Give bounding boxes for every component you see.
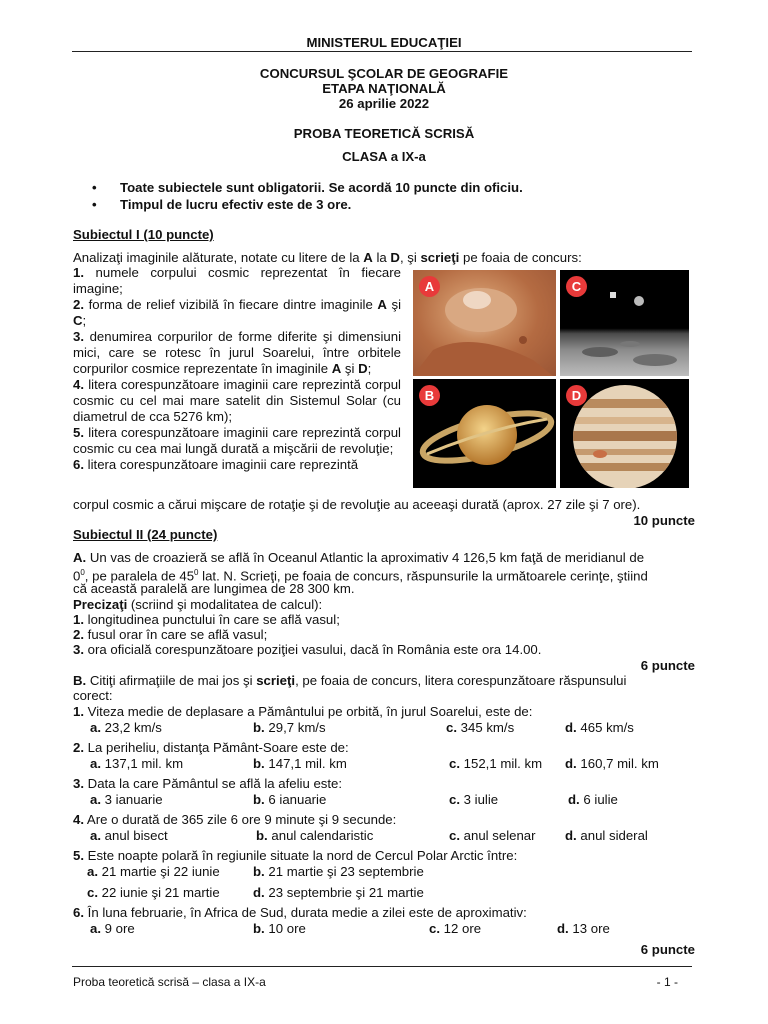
s2-a-line1: A. Un vas de croazieră se află în Oceanul Atlantic la aproximativ 4 126,5 km faţă de meridianul de [73, 550, 645, 565]
s2-b-options-1: a. 23,2 km/s b. 29,7 km/s c. 345 km/s d. 465 km/s [90, 720, 634, 735]
header-rule [72, 51, 692, 52]
s2-b-question-3: 3. Data la care Pământul se află la afeliu este: [73, 776, 343, 791]
s2-a-item-3: 3. ora oficială corespunzătoare poziţiei vasului, dacă în România este ora 14.00. [73, 642, 542, 657]
s1-points: 10 puncte [633, 513, 695, 528]
image-a-mars [413, 270, 556, 376]
s1-item-4: 4. litera corespunzătoare imaginii care reprezintă corpul cosmic cu cel mai mare satelit din Sistemul Solar (cu diametrul de cca 5276 km); [73, 377, 401, 424]
s2-b-options-3: a. 3 ianuarie b. 6 ianuarie c. 3 iulie d. 6 iulie [90, 792, 618, 807]
s1-questions [73, 265, 401, 473]
s2-b-question-4: 4. Are o durată de 365 zile 6 ore 9 minute şi 9 secunde: [73, 812, 397, 827]
s2-b-options-6: a. 9 ore b. 10 ore c. 12 ore d. 13 ore [90, 921, 610, 936]
s2-a-precizati: Precizaţi (scriind şi modalitatea de calcul): [73, 597, 323, 612]
s1-intro: Analizaţi imaginile alăturate, notate cu litere de la A la D, şi scrieţi pe foaia de concurs: [73, 250, 582, 265]
contest-date: 26 aprilie 2022 [338, 96, 430, 111]
s2-b-line2: corect: [73, 688, 113, 703]
s2-b-options-5a: a. 21 martie şi 22 iunie b. 21 martie şi 23 septembrie [87, 864, 424, 879]
s2-b-points: 6 puncte [640, 942, 695, 957]
s2-b-question-6: 6. În luna februarie, în Africa de Sud, durata medie a zilei este de aproximativ: [73, 905, 527, 920]
image-label-b: B [419, 385, 440, 406]
s1-item-2: 2. forma de relief vizibilă în fiecare dintre imaginile A şi C; [73, 297, 402, 328]
footer-rule [72, 966, 692, 967]
s2-b-line1: B. Citiţi afirmaţiile de mai jos şi scrieţi, pe foaia de concurs, litera corespunzătoare răspunsului [73, 673, 627, 688]
s2-b-options-5b: c. 22 iunie şi 21 martie d. 23 septembrie şi 21 martie [87, 885, 424, 900]
image-b-saturn [413, 379, 556, 488]
s1-item-6: 6. litera corespunzătoare imaginii care reprezintă [73, 457, 359, 472]
footer-left: Proba teoretică scrisă – clasa a IX-a [73, 975, 266, 989]
s2-a-points: 6 puncte [640, 658, 695, 673]
s2-a-item-1: 1. longitudinea punctului în care se află vasul; [73, 612, 340, 627]
s1-item-3: 3. denumirea corpurilor de forme diferite şi dimensiuni mici, care se rotesc în jurul Soarelui, între orbitele corpurilor cosmice reprezentate în imaginile A şi D; [73, 329, 401, 376]
s2-a-line3: că această paralelă are lungimea de 28 300 km. [73, 581, 355, 596]
rule-item: • Toate subiectele sunt obligatorii. Se acordă 10 puncte din oficiu. [120, 180, 523, 195]
image-c-moon [560, 270, 689, 376]
s1-item-6-cont: corpul cosmic a cărui mişcare de rotaţie şi de revoluţie au aceeaşi durată (aprox. 27 zile şi 7 ore). [73, 497, 641, 512]
ministry-header: MINISTERUL EDUCAŢIEI [306, 35, 462, 50]
s2-b-question-5: 5. Este noapte polară în regiunile situate la nord de Cercul Polar Arctic între: [73, 848, 518, 863]
s2-b-question-2: 2. La periheliu, distanţa Pământ-Soare este de: [73, 740, 349, 755]
contest-stage: ETAPA NAŢIONALĂ [322, 81, 446, 96]
image-label-d: D [566, 385, 587, 406]
s2-b-options-2: a. 137,1 mil. km b. 147,1 mil. km c. 152,1 mil. km d. 160,7 mil. km [90, 756, 659, 771]
section-1-heading: Subiectul I (10 puncte) [73, 227, 214, 242]
rule-item: • Timpul de lucru efectiv este de 3 ore. [120, 197, 351, 212]
image-d-jupiter [560, 379, 689, 488]
page-number: - 1 - [656, 975, 678, 989]
s2-b-question-1: 1. Viteza medie de deplasare a Pământului pe orbită, în jurul Soarelui, este de: [73, 704, 533, 719]
s2-b-options-4: a. anul bisect b. anul calendaristic c. anul selenar d. anul sideral [90, 828, 648, 843]
class-title: CLASA a IX-a [342, 149, 426, 164]
contest-title: CONCURSUL ŞCOLAR DE GEOGRAFIE [259, 66, 509, 81]
image-label-c: C [566, 276, 587, 297]
s1-item-1: 1. numele corpului cosmic reprezentat în fiecare imagine; [73, 265, 401, 296]
s2-a-line2: $0^0$, pe paralela de $45^0$ lat. N. Scrieţi, pe foaia de concurs, răspunsurile la următoarele cerinţe, ştiind [73, 568, 648, 584]
image-label-a: A [419, 276, 440, 297]
probe-title: PROBA TEORETICĂ SCRISĂ [293, 126, 475, 141]
s1-item-5: 5. litera corespunzătoare imaginii care reprezintă corpul cosmic cu cea mai lungă durată a mişcării de revoluţie; [73, 425, 401, 456]
section-2-heading: Subiectul II (24 puncte) [73, 527, 218, 542]
s2-a-item-2: 2. fusul orar în care se află vasul; [73, 627, 268, 642]
